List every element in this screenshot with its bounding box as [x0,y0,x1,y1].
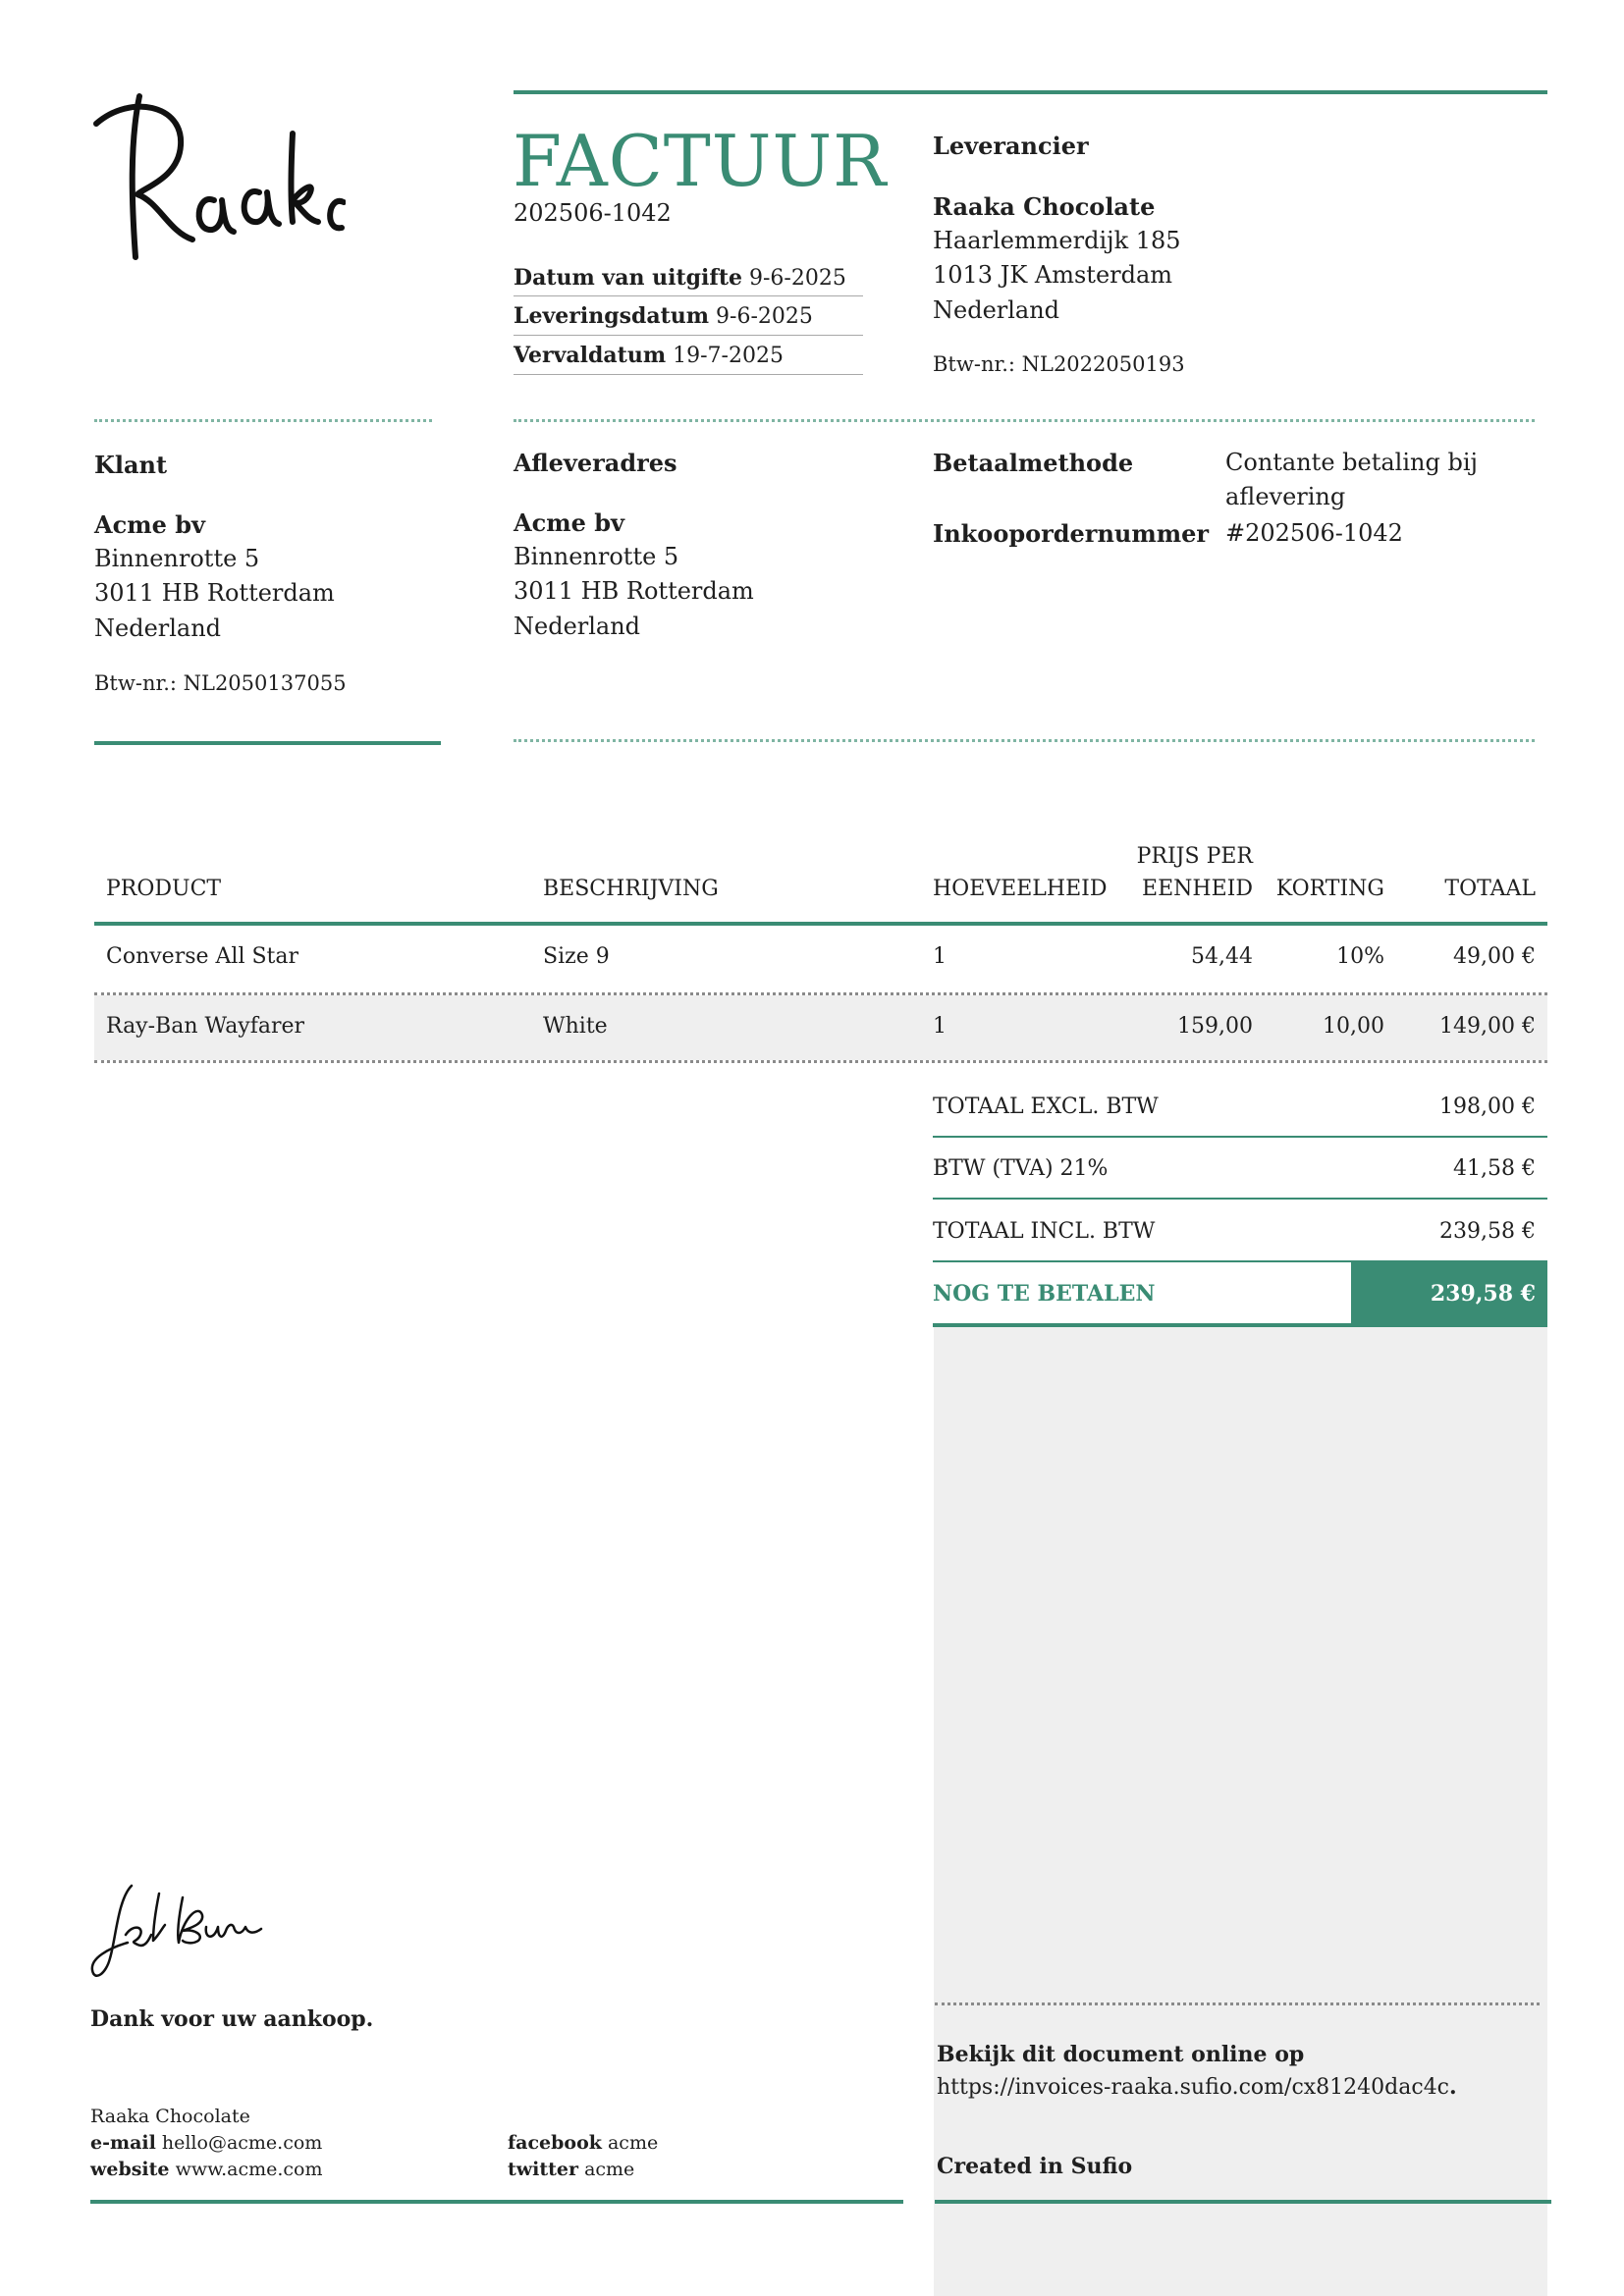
section-divider [94,419,432,422]
cell-total: 149,00 € [1439,1014,1536,1039]
footer-right-rule [935,2200,1551,2204]
date-delivery [514,301,813,332]
col-header-unit-price-line1: PRIJS PER [1136,844,1253,869]
col-header-discount: KORTING [1275,877,1384,901]
table-header-rule [94,922,1547,926]
cell-description: Size 9 [543,944,610,969]
cell-total: 49,00 € [1453,944,1536,969]
created-in-sufio: Created in Sufio [937,2154,1133,2179]
footer-twitter [508,2157,634,2182]
handwritten-signature-icon [88,1880,265,1988]
invoice-title: FACTUUR [513,120,888,202]
cell-product: Converse All Star [106,944,299,969]
col-header-total: TOTAAL [1444,877,1536,901]
online-view-url-line [937,2072,1457,2103]
supplier-name: Raaka Chocolate [933,192,1156,221]
footer-facebook-value[interactable]: acme [607,2132,659,2154]
col-header-quantity: HOEVEELHEID [933,877,1108,901]
section-divider [514,739,1535,742]
date-divider [514,374,863,375]
date-delivery-label: Leveringsdatum [514,303,710,329]
amount-due-value: 239,58 € [1430,1281,1536,1307]
client-bottom-rule [94,741,441,745]
vat-label: BTW (TVA) 21% [933,1156,1109,1181]
client-vat: Btw-nr.: NL2050137055 [94,671,347,695]
panel-divider [935,2002,1540,2005]
purchase-order-value: #202506-1042 [1225,519,1403,547]
footer-email [90,2130,322,2156]
date-delivery-value: 9-6-2025 [716,304,813,329]
footer-facebook-label: facebook [508,2132,602,2154]
invoice-number: 202506-1042 [514,199,672,227]
date-issued-label: Datum van uitgifte [514,265,742,291]
raaka-logo-icon [90,84,346,271]
footer-company: Raaka Chocolate [90,2106,250,2127]
supplier-country: Nederland [933,296,1060,324]
online-view-url-period: . [1449,2074,1457,2100]
date-due-label: Vervaldatum [514,343,667,368]
client-city: 3011 HB Rotterdam [94,579,335,607]
footer-email-value[interactable]: hello@acme.com [161,2132,323,2154]
date-divider [514,335,863,336]
total-incl-label: TOTAAL INCL. BTW [933,1219,1156,1244]
cell-quantity: 1 [933,944,947,969]
section-divider [514,419,1535,422]
header-top-rule [514,90,1547,94]
vat-value: 41,58 € [1453,1156,1536,1181]
cell-quantity: 1 [933,1014,947,1039]
client-heading: Klant [94,451,168,479]
supplier-city: 1013 JK Amsterdam [933,261,1173,289]
delivery-heading: Afleveradres [514,449,677,477]
online-view-url[interactable]: https://invoices-raaka.sufio.com/cx81240dac4c [937,2075,1450,2100]
supplier-street: Haarlemmerdijk 185 [933,227,1181,254]
total-excl-label: TOTAAL EXCL. BTW [933,1095,1159,1119]
signature [88,1880,265,1988]
footer-left-rule [90,2200,903,2204]
totals-divider [933,1136,1547,1138]
company-logo [90,84,346,271]
delivery-country: Nederland [514,613,641,640]
delivery-city: 3011 HB Rotterdam [514,577,754,605]
cell-product: Ray-Ban Wayfarer [106,1014,305,1039]
footer-website-value[interactable]: www.acme.com [175,2159,323,2180]
date-issued-value: 9-6-2025 [749,266,846,291]
client-name: Acme bv [94,510,205,539]
date-due [514,341,784,371]
footer-website-label: website [90,2159,170,2180]
client-street: Binnenrotte 5 [94,545,260,572]
date-due-value: 19-7-2025 [673,344,784,368]
footer-website [90,2157,323,2182]
purchase-order-label: Inkoopordernummer [933,519,1210,548]
cell-discount: 10,00 [1323,1014,1384,1039]
totals-divider [933,1198,1547,1200]
footer-twitter-value[interactable]: acme [584,2159,635,2180]
total-excl-value: 198,00 € [1439,1095,1536,1119]
cell-unit-price: 159,00 [1177,1014,1253,1039]
total-incl-value: 239,58 € [1439,1219,1536,1244]
right-panel-background [934,1327,1547,2296]
payment-method-label: Betaalmethode [933,449,1134,477]
delivery-street: Binnenrotte 5 [514,543,679,570]
footer-facebook [508,2130,658,2156]
col-header-product: PRODUCT [106,877,222,901]
footer-email-label: e-mail [90,2132,156,2154]
supplier-vat: Btw-nr.: NL2022050193 [933,352,1185,376]
date-divider [514,295,863,296]
amount-due-bottom-rule [933,1323,1547,1327]
payment-method-value-line2: aflevering [1225,483,1346,510]
footer-twitter-label: twitter [508,2159,579,2180]
thank-you-note: Dank voor uw aankoop. [90,2006,374,2032]
payment-method-value-line1: Contante betaling bij [1225,449,1478,476]
col-header-description: BESCHRIJVING [543,877,719,901]
supplier-heading: Leverancier [933,132,1089,160]
amount-due-label: NOG TE BETALEN [933,1281,1156,1307]
cell-unit-price: 54,44 [1191,944,1253,969]
delivery-name: Acme bv [514,508,624,537]
cell-description: White [543,1014,608,1039]
cell-discount: 10% [1336,944,1384,969]
date-issued [514,263,846,294]
online-view-label: Bekijk dit document online op [937,2042,1305,2067]
row-divider [94,1060,1547,1063]
col-header-unit-price-line2: EENHEID [1142,877,1253,901]
client-country: Nederland [94,614,222,642]
